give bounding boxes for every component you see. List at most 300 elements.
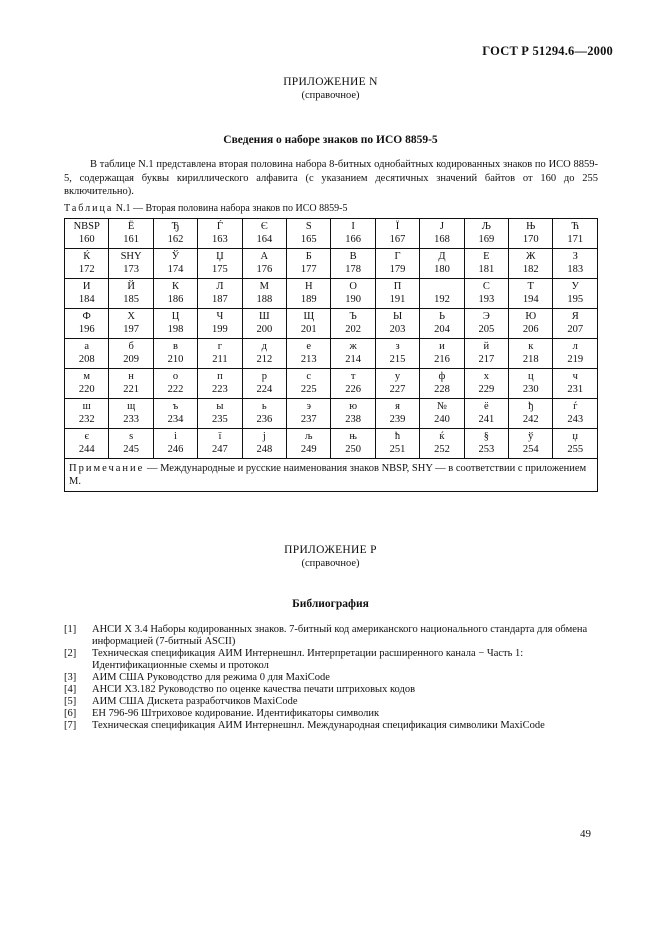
cell-code: 208 [78, 353, 95, 365]
cell-glyph: Б [305, 251, 312, 262]
table-row [65, 309, 598, 339]
table-cell [464, 249, 508, 279]
cell-glyph: Т [527, 281, 534, 292]
table-cell [375, 339, 419, 369]
table-cell [553, 309, 598, 339]
table-cell [287, 219, 331, 249]
cell-glyph: д [261, 341, 267, 352]
table-cell [375, 369, 419, 399]
cell-code: 222 [167, 383, 184, 395]
annex-n-title: ПРИЛОЖЕНИЕ N [283, 76, 378, 88]
table-cell [464, 279, 508, 309]
cell-code: 253 [478, 443, 495, 455]
table-cell [420, 429, 464, 459]
table-cell [287, 279, 331, 309]
cell-glyph: В [349, 251, 357, 262]
cell-code: 214 [345, 353, 362, 365]
cell-code: 167 [389, 233, 406, 245]
bibliography-number: [3] [64, 672, 77, 683]
bibliography-number: [2] [64, 648, 77, 659]
table-cell [109, 339, 153, 369]
table-cell [509, 309, 553, 339]
cell-code: 240 [434, 413, 450, 425]
table-cell [198, 309, 242, 339]
cell-glyph: ћ [394, 431, 401, 442]
cell-code: 230 [522, 383, 539, 395]
document-header: ГОСТ Р 51294.6—2000 [482, 44, 613, 58]
table-cell [464, 339, 508, 369]
table-cell [65, 399, 109, 429]
cell-code: 187 [212, 293, 228, 305]
cell-code: 233 [123, 413, 139, 425]
cell-glyph: ф [438, 371, 446, 382]
table-cell [65, 429, 109, 459]
cell-glyph: ю [349, 401, 358, 412]
cell-code: 224 [256, 383, 273, 395]
table-cell [553, 249, 598, 279]
table-cell [375, 249, 419, 279]
cell-glyph: р [261, 371, 267, 382]
cell-code: 183 [567, 263, 584, 275]
cell-code: 213 [300, 353, 317, 365]
cell-code: 191 [389, 293, 406, 305]
cell-code: 211 [212, 353, 228, 365]
table-cell [65, 249, 109, 279]
cell-glyph: Ѓ [216, 221, 223, 232]
cell-glyph: Г [394, 251, 401, 262]
table-row [65, 219, 598, 249]
annex-p-subtitle: (справочное) [301, 558, 360, 569]
cell-code: 231 [567, 383, 584, 395]
cell-glyph: Э [482, 311, 490, 322]
cell-glyph: Ў [171, 251, 180, 262]
cell-code: 168 [434, 233, 450, 245]
table-cell [242, 369, 286, 399]
table-cell [375, 219, 419, 249]
cell-glyph: Ч [216, 311, 224, 322]
cell-glyph: Ш [259, 311, 270, 322]
cell-glyph: б [128, 341, 134, 352]
table-note [65, 459, 598, 492]
table-cell [198, 249, 242, 279]
cell-glyph: у [394, 371, 401, 382]
cell-glyph: є [84, 431, 89, 442]
cell-glyph [420, 281, 463, 294]
cell-code: 226 [345, 383, 362, 395]
cell-glyph: т [350, 371, 356, 382]
bibliography-item [64, 684, 598, 696]
table-cell [109, 399, 153, 429]
cell-glyph: м [83, 371, 91, 382]
table-note-label: Примечание [69, 463, 145, 474]
cell-glyph: Ъ [349, 311, 357, 322]
table-cell [242, 249, 286, 279]
cell-glyph: Ї [395, 221, 400, 232]
cell-glyph: я [395, 401, 400, 412]
table-cell [509, 279, 553, 309]
cell-code: 184 [78, 293, 95, 305]
cell-code: 173 [123, 263, 139, 275]
cell-glyph: Е [483, 251, 490, 262]
cell-code: 182 [522, 263, 539, 275]
cell-glyph: У [571, 281, 579, 292]
cell-code: 252 [434, 443, 450, 455]
table-row [65, 279, 598, 309]
table-cell [331, 429, 375, 459]
cell-code: 218 [522, 353, 539, 365]
cell-code: 237 [300, 413, 317, 425]
cell-glyph: Ц [171, 311, 180, 322]
table-row [65, 249, 598, 279]
cell-glyph: Ы [392, 311, 403, 322]
table-row [65, 399, 598, 429]
cell-code: 200 [256, 323, 273, 335]
table-cell [331, 369, 375, 399]
cell-glyph: ї [218, 431, 222, 442]
cell-glyph: Љ [481, 221, 491, 232]
table-cell [109, 249, 153, 279]
cell-glyph: ж [349, 341, 357, 352]
cell-code: 235 [212, 413, 228, 425]
bibliography-item [64, 696, 598, 708]
cell-code: 160 [78, 233, 95, 245]
table-cell [198, 399, 242, 429]
bibliography-item [64, 624, 598, 648]
cell-code: 217 [478, 353, 495, 365]
table-cell [553, 429, 598, 459]
bibliography-text: Техническая спецификация АИМ Интернешнл. Международная спецификация символики MaxiCode [92, 720, 545, 731]
cell-code: 186 [167, 293, 184, 305]
bibliography-number: [4] [64, 684, 77, 695]
table-cell [242, 309, 286, 339]
table-row [65, 339, 598, 369]
cell-glyph: й [483, 341, 490, 352]
cell-code: 190 [345, 293, 362, 305]
cell-code: 188 [256, 293, 273, 305]
cell-code: 181 [478, 263, 495, 275]
cell-glyph: э [306, 401, 311, 412]
table-cell [331, 249, 375, 279]
table-cell [287, 369, 331, 399]
cell-code: 215 [389, 353, 406, 365]
cell-glyph: љ [304, 431, 313, 442]
table-cell [420, 249, 464, 279]
cell-glyph: ч [572, 371, 578, 382]
cell-glyph: њ [349, 431, 357, 442]
cell-glyph: К [172, 281, 180, 292]
cell-code: 236 [256, 413, 273, 425]
cell-glyph: Ю [525, 311, 537, 322]
cell-glyph: Є [260, 221, 268, 232]
table-cell [153, 249, 197, 279]
cell-code: 234 [167, 413, 184, 425]
table-cell [109, 429, 153, 459]
cell-code: 189 [300, 293, 317, 305]
cell-glyph: Н [304, 281, 313, 292]
cell-code: 244 [78, 443, 95, 455]
table-cell [464, 429, 508, 459]
bibliography-text: АНСИ Х 3.4 Наборы кодированных знаков. 7-битный код американского национального стандарта для обмена информацией (7-битный ASCII) [92, 624, 588, 647]
cell-code: 220 [78, 383, 95, 395]
table-cell [331, 279, 375, 309]
cell-code: 206 [522, 323, 539, 335]
cell-code: 246 [167, 443, 184, 455]
bibliography-number: [6] [64, 708, 77, 719]
cell-glyph: J [439, 221, 444, 232]
cell-glyph: О [349, 281, 357, 292]
table-cell [375, 429, 419, 459]
cell-code: 203 [389, 323, 406, 335]
page-number: 49 [580, 828, 591, 840]
cell-glyph: ш [82, 401, 91, 412]
table-cell [509, 429, 553, 459]
table-cell [109, 309, 153, 339]
cell-code: 165 [300, 233, 317, 245]
cell-code: 232 [78, 413, 95, 425]
table-cell [153, 369, 197, 399]
table-cell [420, 219, 464, 249]
bibliography-heading: Библиография [292, 598, 369, 610]
table-cell [153, 219, 197, 249]
bibliography-number: [7] [64, 720, 77, 731]
cell-glyph: S [305, 221, 312, 232]
table-cell [65, 219, 109, 249]
table-cell [287, 429, 331, 459]
table-cell [198, 279, 242, 309]
cell-glyph: NBSP [73, 221, 100, 232]
cell-code: 243 [567, 413, 584, 425]
cell-glyph: Ж [526, 251, 536, 262]
cell-glyph: ђ [528, 401, 534, 412]
cell-code: 249 [300, 443, 317, 455]
cell-glyph: Ќ [83, 251, 91, 262]
cell-glyph: ъ [172, 401, 179, 412]
cell-glyph: и [439, 341, 445, 352]
table-cell [375, 399, 419, 429]
cell-glyph: Л [216, 281, 224, 292]
bibliography-item [64, 672, 598, 684]
cell-code: 172 [78, 263, 95, 275]
table-row [65, 369, 598, 399]
table-cell [420, 339, 464, 369]
cell-code: 176 [256, 263, 273, 275]
table-cell [509, 399, 553, 429]
cell-glyph: s [129, 431, 134, 442]
cell-glyph: к [528, 341, 534, 352]
cell-code: 205 [478, 323, 495, 335]
cell-glyph: а [84, 341, 90, 352]
table-cell [464, 399, 508, 429]
cell-glyph: А [260, 251, 269, 262]
cell-glyph: с [306, 371, 312, 382]
cell-code: 245 [123, 443, 139, 455]
table-cell [65, 339, 109, 369]
cell-glyph: ѓ [573, 401, 578, 412]
cell-code: 204 [434, 323, 450, 335]
table-cell [153, 339, 197, 369]
cell-code: 248 [256, 443, 273, 455]
cell-glyph: SHY [120, 251, 142, 262]
table-cell [242, 399, 286, 429]
bibliography-number: [5] [64, 696, 77, 707]
cell-code: 225 [300, 383, 317, 395]
cell-code: 255 [567, 443, 584, 455]
cell-glyph: Ф [82, 311, 91, 322]
table-caption-text: N.1 — Вторая половина набора знаков по ИСО 8859-5 [113, 203, 348, 214]
table-cell [242, 279, 286, 309]
table-cell [420, 279, 464, 309]
cell-code: 229 [478, 383, 495, 395]
table-cell [65, 309, 109, 339]
table-cell [198, 219, 242, 249]
cell-glyph: Њ [526, 221, 536, 232]
cell-code: 202 [345, 323, 362, 335]
cell-glyph: х [483, 371, 489, 382]
table-cell [420, 399, 464, 429]
cell-glyph: ь [261, 401, 267, 412]
bibliography-text: АИМ США Руководство для режима 0 для MaxiCode [92, 672, 330, 683]
cell-code: 171 [567, 233, 584, 245]
cell-code: 247 [212, 443, 228, 455]
table-cell [109, 279, 153, 309]
charset-table [64, 218, 598, 492]
cell-code: 250 [345, 443, 362, 455]
cell-glyph: ў [528, 431, 534, 442]
bibliography-text: АНСИ Х3.182 Руководство по оценке качества печати штриховых кодов [92, 684, 416, 695]
cell-glyph: Ђ [171, 221, 180, 232]
cell-glyph: л [572, 341, 578, 352]
cell-code: 212 [256, 353, 273, 365]
cell-code: 178 [345, 263, 362, 275]
cell-code: 175 [212, 263, 228, 275]
table-cell [464, 219, 508, 249]
table-cell [198, 339, 242, 369]
table-cell [420, 309, 464, 339]
cell-glyph: П [393, 281, 402, 292]
bibliography-item [64, 648, 598, 672]
table-cell [198, 369, 242, 399]
bibliography-item [64, 720, 598, 732]
table-cell [65, 279, 109, 309]
table-cell [331, 219, 375, 249]
cell-code: 207 [567, 323, 584, 335]
cell-code: 201 [300, 323, 317, 335]
annex-n-subtitle: (справочное) [301, 90, 360, 101]
cell-code: 164 [256, 233, 273, 245]
cell-glyph: М [259, 281, 269, 292]
cell-code: 193 [478, 293, 495, 305]
bibliography-number: [1] [64, 624, 77, 635]
table-cell [242, 219, 286, 249]
table-row [65, 429, 598, 459]
table-cell [287, 249, 331, 279]
cell-glyph: i [174, 431, 177, 442]
cell-code: 180 [434, 263, 450, 275]
cell-code: 251 [389, 443, 406, 455]
cell-glyph: И [82, 281, 91, 292]
table-cell [375, 279, 419, 309]
cell-code: 219 [567, 353, 584, 365]
cell-glyph: о [172, 371, 179, 382]
table-cell [109, 369, 153, 399]
table-cell [331, 339, 375, 369]
cell-code: 194 [522, 293, 539, 305]
table-cell [464, 369, 508, 399]
cell-code: 241 [478, 413, 495, 425]
table-cell [287, 309, 331, 339]
table-cell [153, 279, 197, 309]
cell-glyph: № [436, 401, 447, 412]
table-caption [64, 203, 347, 214]
bibliography-text: Техническая спецификация АИМ Интернешнл. Интерпретации расширенного канала − Часть 1: Идентификационные схемы и протокол [92, 648, 524, 671]
table-cell [509, 369, 553, 399]
table-cell [509, 339, 553, 369]
table-cell [420, 369, 464, 399]
cell-code: 170 [522, 233, 539, 245]
cell-code: 198 [167, 323, 184, 335]
table-cell [65, 369, 109, 399]
cell-code: 223 [212, 383, 228, 395]
cell-code: 166 [345, 233, 362, 245]
cell-glyph: З [572, 251, 578, 262]
cell-glyph: I [351, 221, 355, 232]
table-cell [331, 399, 375, 429]
cell-glyph: Ћ [571, 221, 580, 232]
cell-glyph: џ [572, 431, 579, 442]
table-cell [153, 399, 197, 429]
cell-glyph: е [306, 341, 312, 352]
table-cell [553, 339, 598, 369]
cell-glyph: Й [127, 281, 135, 292]
cell-code: 238 [345, 413, 362, 425]
table-cell [109, 219, 153, 249]
table-cell [553, 219, 598, 249]
cell-glyph: С [482, 281, 490, 292]
bibliography-item [64, 708, 598, 720]
cell-glyph: г [217, 341, 223, 352]
cell-code: 242 [522, 413, 539, 425]
table-cell [287, 339, 331, 369]
cell-glyph: Щ [303, 311, 315, 322]
table-cell [375, 309, 419, 339]
cell-glyph: Х [127, 311, 135, 322]
cell-glyph: Ь [438, 311, 445, 322]
table-cell [242, 339, 286, 369]
table-cell [464, 309, 508, 339]
cell-code: 177 [300, 263, 317, 275]
bibliography-text: ЕН 796-96 Штриховое кодирование. Идентификаторы символик [92, 708, 380, 719]
bibliography-text: АИМ США Дискета разработчиков MaxiCode [92, 696, 298, 707]
cell-glyph: Ё [127, 221, 135, 232]
cell-glyph: ы [216, 401, 224, 412]
cell-glyph: Я [571, 311, 579, 322]
cell-code: 197 [123, 323, 139, 335]
table-cell [242, 429, 286, 459]
cell-code: 195 [567, 293, 584, 305]
cell-code: 174 [167, 263, 184, 275]
cell-code: 196 [78, 323, 95, 335]
table-cell [509, 249, 553, 279]
cell-glyph: ц [527, 371, 534, 382]
cell-glyph: Д [438, 251, 446, 262]
cell-code: 254 [522, 443, 539, 455]
table-cell [553, 369, 598, 399]
cell-code: 221 [123, 383, 139, 395]
table-note-text: — Международные и русские наименования знаков NBSP, SHY — в соответствии с приложением М. [69, 463, 587, 487]
cell-glyph: п [217, 371, 223, 382]
cell-code: 209 [123, 353, 139, 365]
cell-glyph: н [128, 371, 134, 382]
